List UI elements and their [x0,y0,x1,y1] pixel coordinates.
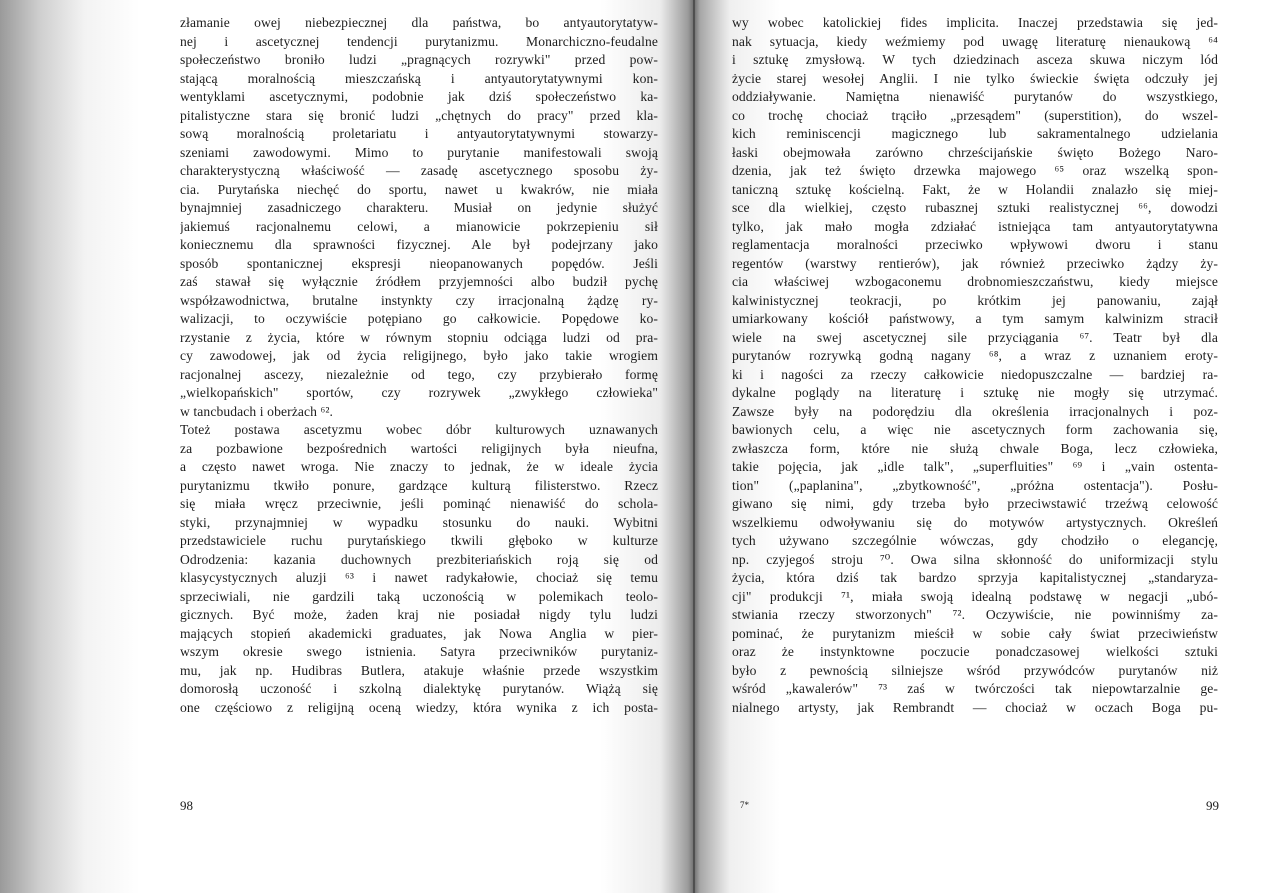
text-line: pitalistyczne stara się bronić ludzi „chętnych do pracy" przed kla- [180,107,658,123]
text-line: mu, jak np. Hudibras Butlera, atakuje właśnie przede wszystkim [180,662,658,678]
text-line: sce dla wielkiej, często rubasznej sztuki realistycznej ⁶⁶, dowodzi [732,200,1218,215]
text-line: wszelkiemu odwoływaniu się do motywów artystycznych. Określeń [732,514,1218,530]
text-line: np. czyjegoś stroju ⁷⁰. Owa silna skłonność do uniformizacji stylu [732,551,1218,567]
text-line: wiele na swej ascetycznej sile przyciągania ⁶⁷. Teatr był dla [732,329,1218,345]
text-line: pominać, że purytanizm mieścił w sobie cały świat przeciwieństw [732,625,1218,641]
text-line: dykalne poglądy na literaturę i sztukę nie mogły się utrzymać. [732,385,1218,400]
text-line: bawionych celu, a więc nie ascetycznych form zachowania się, [732,422,1218,437]
text-line: oraz że instynktowne poczucie ponadczasowej wielkości sztuki [732,644,1218,659]
text-line: gicznych. Być może, żaden kraj nie posiadał nigdy tylu ludzi [180,607,658,622]
text-line: szeniami zawodowymi. Mimo to purytanie manifestowali swoją [180,144,658,160]
text-line: i sztukę zmysłową. W tych dziedzinach asceza skuwa niczym lód [732,52,1218,67]
text-line: koniecznemu dla sprawności fizycznej. Ale był podejrzany jako [180,237,658,252]
text-line: bynajmniej zasadniczego charakteru. Musiał on jedynie służyć [180,200,658,215]
text-line: giwano się nimi, gdy trzeba było przeciwstawić trzeźwą celowość [732,496,1218,511]
text-line: purytanów rozrywką godną nagany ⁶⁸, a wraz z uznaniem eroty- [732,348,1218,363]
text-line: jakiemuś racjonalnemu celowi, a mianowicie pokrzepieniu sił [180,218,658,234]
text-line: oddziaływanie. Namiętna nienawiść purytanów do wszystkiego, [732,89,1218,104]
text-line: regentów (warstwy rentierów), jak również przeciwko żądzy ży- [732,255,1218,271]
left-page-text [180,14,658,717]
text-line: nej i ascetycznej tendencji purytanizmu. Monarchiczno-feudalne [180,33,658,49]
text-line: one częściowo z religijną oceną wiedzy, która wynika z ich posta- [180,699,658,715]
signature-mark: 7* [740,800,749,810]
text-line: takie pojęcia, jak „idle talk", „superfluities" ⁶⁹ i „vain ostenta- [732,459,1218,474]
text-line: wy wobec katolickiej fides implicita. Inaczej przedstawia się jed- [732,15,1218,30]
text-line: dzenia, jak też święto drzewka majowego ⁶⁵ oraz wszelką spon- [732,163,1218,178]
text-line: było z pewnością silniejsze wśród przywódców purytanów niż [732,662,1218,678]
text-line: tych używano szczególnie wówczas, gdy chodziło o elegancję, [732,533,1218,548]
text-line: klasycystycznych aluzji ⁶³ i nawet radykałowie, chociaż się temu [180,570,658,585]
text-line: sprzeciwiali, nie gardzili taką uczonością w polemikach teolo- [180,588,658,604]
text-line: kich reminiscencji magicznego lub sakramentalnego udzielania [732,126,1218,141]
text-line: życie starej wesołej Anglii. I nie tylko świeckie święta odczuły jej [732,70,1218,86]
text-line: tion" („paplanina", „zbytkowność", „próżna ostentacja"). Posłu- [732,477,1218,493]
text-line: życia, która dziś tak bardzo sprzyja kapitalistycznej „standaryza- [732,570,1218,585]
text-line: współzawodnictwa, brutalne instynkty czy irracjonalną żądzę ry- [180,292,658,308]
text-line: zaś stawał się wyłącznie źródłem przyjemności albo budził pychę [180,274,658,289]
text-line: cia. Purytańska niechęć do sportu, nawet u kwakrów, nie miała [180,181,658,197]
text-line: Toteż postawa ascetyzmu wobec dóbr kulturowych uznawanych [180,422,658,437]
text-line: taniczną sztukę kościelną. Fakt, że w Holandii znalazło się miej- [732,181,1218,197]
text-line: nak sytuacja, kiedy weźmiemy pod uwagę literaturę nienaukową ⁶⁴ [732,33,1218,49]
text-line: domorosłą uczoność i szkolną dialektykę purytanów. Wiążą się [180,681,658,696]
left-page-number: 98 [180,798,193,813]
book-gutter [693,0,695,893]
text-line: tylko, jak mało mogła zdziałać istniejąca tam antyautorytatywna [732,218,1218,234]
text-line: nialnego artysty, jak Rembrandt — chociaż w oczach Boga pu- [732,699,1218,715]
text-line: zwłaszcza form, które nie służą chwale Boga, lecz człowieka, [732,440,1218,456]
text-line: przedstawiciele ruchu purytańskiego tkwili głęboko w kulturze [180,533,658,548]
text-line: reglamentacja moralności przeciwko wpływowi dworu i stanu [732,237,1218,252]
text-line: stwiania rzeczy stworzonych" ⁷². Oczywiście, nie powinniśmy za- [732,607,1218,622]
text-line: Odrodzenia: kazania duchownych prezbiteriańskich roją się od [180,551,658,567]
text-line: co trochę chociaż trąciło „przesądem" (superstition), do wszel- [732,107,1218,123]
text-line: „wielkopańskich" sportów, czy rozrywek „zwykłego człowieka" [180,385,658,400]
text-line: styki, przynajmniej w wypadku stosunku do nauki. Wybitni [180,514,658,530]
text-line: cy zawodowej, jak od życia religijnego, było jako takie wrogiem [180,348,658,363]
text-line: charakterystyczną właściwość — zasadę ascetycznego sposobu ży- [180,163,658,178]
text-line: za pozbawione bezpośrednich wartości religijnych była nieufna, [180,440,658,456]
text-line: się miała wręcz przeciwnie, jeśli pominąć nienawiść do schola- [180,496,658,511]
right-page-text [732,14,1218,717]
text-line: wszym okresie swego istnienia. Satyra przeciwników purytaniz- [180,644,658,659]
text-line: sową moralnością proletariatu i antyautorytatywnymi stowarzy- [180,126,658,141]
right-page-number: 99 [1206,798,1219,813]
text-line: wentyklami ascetycznymi, podobnie jak dziś społeczeństwo ka- [180,89,658,104]
text-line: Zawsze były na podorędziu dla określenia irracjonalnych i poz- [732,403,1218,419]
text-line: purytanizmu tkwiło ponure, gardzące kulturą filisterstwo. Rzecz [180,477,658,493]
text-line: złamanie owej niebezpiecznej dla państwa, bo antyautorytatyw- [180,15,658,30]
text-line: sposób spontanicznej ekspresji nieopanowanych popędów. Jeśli [180,255,658,271]
text-line: rzystanie z życia, które w równym stopniu odciąga ludzi od pra- [180,329,658,345]
text-line: kalwinistycznej teokracji, po krótkim jej panowaniu, zajął [732,292,1218,308]
text-line: ki i nagości za rzeczy całkowicie niedopuszczalne — bardziej ra- [732,366,1218,382]
text-line: racjonalnej ascezy, niezależnie od tego, czy przybierało formę [180,366,658,382]
text-line: społeczeństwo broniło ludzi „pragnących rozrywki" przed pow- [180,52,658,67]
text-line: mających stopień akademicki graduates, jak Nowa Anglia w pier- [180,625,658,641]
text-line: stającą moralnością mieszczańską i antyautorytatywnymi kon- [180,70,658,86]
text-line: cia właściwej wzbogaconemu drobnomieszczaństwu, kiedy miejsce [732,274,1218,289]
text-line: łaski obejmowała zarówno chrześcijańskie święto Bożego Naro- [732,144,1218,160]
text-line: a często nawet wroga. Nie znaczy to jednak, że w ideale życia [180,459,658,474]
text-line: w tancbudach i oberżach ⁶². [180,403,334,419]
text-line: walizacji, to oczywiście potępiano go całkowicie. Popędowe ko- [180,311,658,326]
text-line: cji" produkcji ⁷¹, miała swoją idealną podstawę w negacji „ubó- [732,588,1218,604]
text-line: wśród „kawalerów" ⁷³ zaś w twórczości tak niepowtarzalnie ge- [732,681,1218,696]
text-line: umiarkowany kościół państwowy, a tym samym kalwinizm stracił [732,311,1218,326]
